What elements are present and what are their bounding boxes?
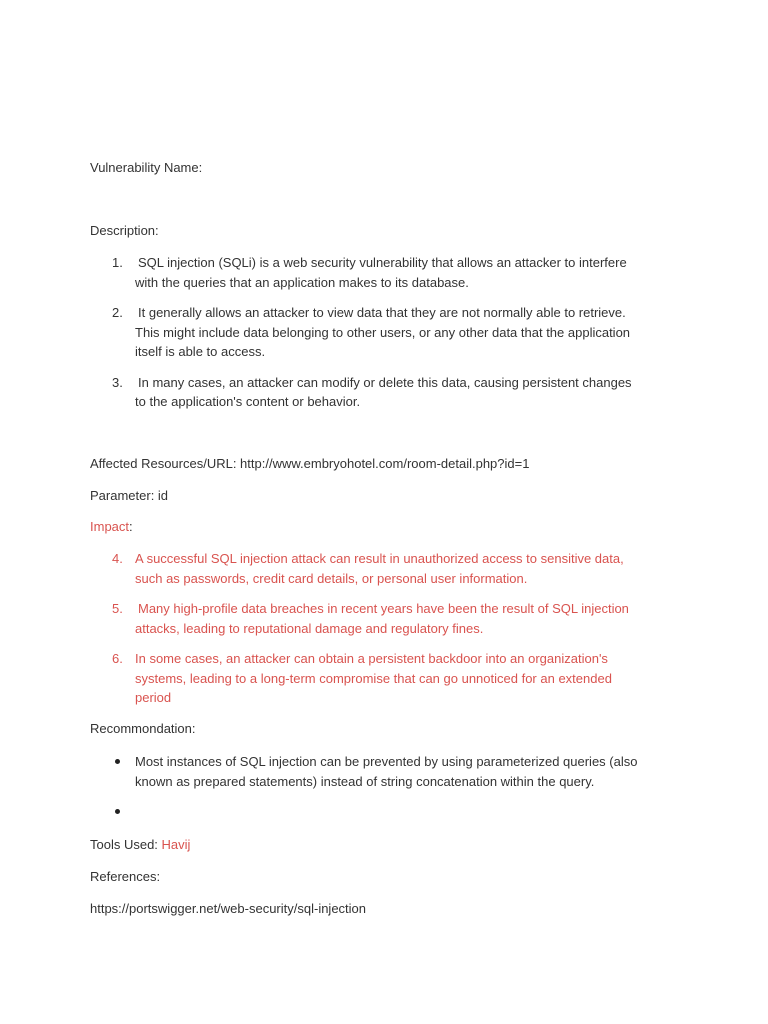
recommendation-item-empty [90, 802, 680, 822]
description-label: Description: [90, 223, 159, 238]
references-label: References: [90, 869, 161, 884]
description-list [90, 253, 680, 412]
list-line: Many high-profile data breaches in recent years have been the result of SQL injection [138, 601, 629, 616]
list-line: This might include data belonging to other users, or any other data that the application [135, 324, 631, 340]
bullet-icon [115, 809, 120, 814]
affected-resources: Affected Resources/URL: http://www.embryohotel.com/room-detail.php?id=1 [90, 456, 530, 471]
description-item [90, 253, 680, 292]
tools-label: Tools Used: [90, 837, 162, 852]
list-line: such as passwords, credit card details, or personal user information. [135, 570, 528, 586]
parameter: Parameter: id [90, 488, 169, 503]
list-line: attacks, leading to reputational damage and regulatory fines. [135, 620, 484, 636]
recommendation-item [90, 752, 680, 791]
list-line: to the application's content or behavior. [135, 394, 361, 409]
tools-value: Havij [161, 837, 191, 852]
tools-used [90, 835, 190, 854]
list-line: In some cases, an attacker can obtain a persistent backdoor into an organization's [135, 651, 608, 666]
list-line: with the queries that an application makes to its database. [135, 274, 469, 290]
list-line: Most instances of SQL injection can be prevented by using parameterized queries (also [135, 754, 638, 769]
list-number: 4. [112, 551, 123, 566]
list-line: period [135, 690, 172, 705]
list-line: SQL injection (SQLi) is a web security vulnerability that allows an attacker to interfere [138, 255, 627, 270]
list-line: systems, leading to a long-term compromise that can go unnoticed for an extended [135, 670, 612, 686]
references-url: https://portswigger.net/web-security/sql-injection [90, 901, 367, 916]
bullet-icon [115, 759, 120, 764]
impact-heading [90, 517, 133, 536]
impact-item [90, 649, 680, 708]
description-item [90, 373, 680, 412]
list-number: 3. [112, 374, 123, 390]
impact-item [90, 599, 680, 638]
list-number: 2. [112, 305, 123, 320]
impact-label: Impact [90, 519, 130, 534]
impact-item [90, 549, 680, 588]
list-line: It generally allows an attacker to view data that they are not normally able to retrieve. [138, 305, 626, 320]
list-line: itself is able to access. [135, 344, 266, 359]
description-item [90, 303, 680, 362]
list-number: 1. [112, 255, 123, 270]
impact-colon: : [129, 519, 133, 534]
list-number: 6. [112, 651, 123, 666]
recommendation-label: Recommondation: [90, 721, 196, 736]
list-line: A successful SQL injection attack can result in unauthorized access to sensitive data, [135, 551, 624, 566]
list-number: 5. [112, 601, 123, 616]
list-line: known as prepared statements) instead of string concatenation within the query. [135, 773, 595, 789]
list-line: In many cases, an attacker can modify or delete this data, causing persistent changes [138, 374, 632, 390]
impact-list [90, 549, 680, 708]
vulnerability-name-label: Vulnerability Name: [90, 160, 203, 175]
recommendation-list [90, 752, 680, 822]
